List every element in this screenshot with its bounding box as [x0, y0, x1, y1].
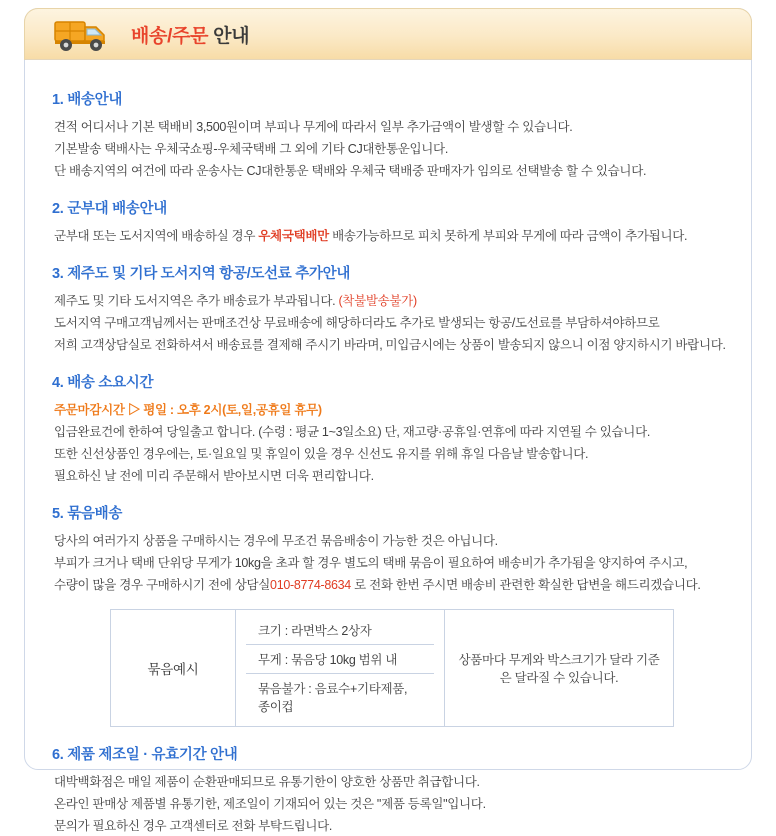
- delivery-truck-icon: [53, 14, 115, 54]
- section-line: 견적 어디서나 기본 택배비 3,500원이며 부피나 무게에 따라서 일부 추가금액이 발생할 수 있습니다.: [54, 120, 573, 134]
- section-line: 또한 신선상품인 경우에는, 토·일요일 및 휴일이 있을 경우 신선도 유지를 위해 휴일 다음날 발송합니다.: [54, 447, 589, 461]
- section-title: 6. 제품 제조일 · 유효기간 안내: [52, 747, 238, 763]
- section-title: 3. 제주도 및 기타 도서지역 항공/도선료 추가안내: [52, 266, 351, 282]
- example-items-cell: [236, 610, 445, 727]
- bundle-line-suffix: 로 전화 한번 주시면 배송비 관련한 확실한 답변을 해드리겠습니다.: [350, 578, 701, 592]
- page-title-red: 배송/주문: [131, 25, 209, 47]
- example-label-cell: 묶음예시: [111, 610, 236, 727]
- jeju-line-prefix: 제주도 및 기타 도서지역은 추가 배송료가 부과됩니다.: [54, 294, 339, 308]
- military-line-prefix: 군부대 또는 도서지역에 배송하실 경우: [54, 229, 259, 243]
- section-line: 문의가 필요하신 경우 고객센터로 전화 부탁드립니다.: [54, 819, 333, 833]
- section-manufacture-date: [50, 743, 726, 836]
- section-title: 5. 묶음배송: [52, 506, 123, 522]
- section-bundle-delivery: [50, 502, 726, 727]
- order-cutoff-notice: 주문마감시간 ▷ 평일 : 오후 2시(토,일,공휴일 휴무): [54, 403, 322, 417]
- contact-phone-number: 010-8774-8634: [270, 578, 351, 592]
- military-line-highlight: 우체국택배만: [258, 229, 329, 243]
- section-line: 온라인 판매상 제품별 유통기한, 제조일이 기재되어 있는 것은 "제품 등록일"입니다.: [54, 797, 486, 811]
- section-line: [54, 227, 726, 246]
- section-line: [54, 292, 726, 311]
- section-line: 기본발송 택배사는 우체국쇼핑-우체국택배 그 외에 기타 CJ대한통운입니다.: [54, 142, 449, 156]
- section-line: 부피가 크거나 택배 단위당 무게가 10kg을 초과 할 경우 별도의 택배 묶음이 필요하여 배송비가 추가됨을 양지하여 주시고,: [54, 556, 688, 570]
- page-title-dark: 안내: [208, 25, 250, 47]
- section-line: 도서지역 구매고객님께서는 판매조건상 무료배송에 해당하더라도 추가로 발생되는 항공/도선료를 부담하셔야하므로: [54, 316, 660, 330]
- page-header: [24, 8, 752, 60]
- page-title: [131, 21, 249, 48]
- section-line: 저희 고객상담실로 전화하셔서 배송료를 결제해 주시기 바라며, 미입금시에는 상품이 발송되지 않으니 이점 양지하시기 바랍니다.: [54, 338, 726, 352]
- bundle-example-table-wrap: [110, 609, 726, 727]
- section-line: 단 배송지역의 여건에 따라 운송사는 CJ대한통운 택배와 우체국 택배중 판매자가 임의로 선택발송 할 수 있습니다.: [54, 164, 647, 178]
- section-title: 1. 배송안내: [52, 92, 123, 108]
- section-line: 입금완료건에 한하여 당일출고 합니다. (수령 : 평균 1~3일소요) 단, 재고량·공휴일·연휴에 따라 지연될 수 있습니다.: [54, 425, 651, 439]
- bundle-example-table: [110, 609, 674, 727]
- table-row: [111, 610, 674, 727]
- section-line: 당사의 여러가지 상품을 구매하시는 경우에 무조건 묶음배송이 가능한 것은 아닙니다.: [54, 534, 498, 548]
- military-line-suffix: 배송가능하므로 피치 못하게 부피와 무게에 따라 금액이 추가됩니다.: [328, 229, 688, 243]
- section-line: 필요하신 날 전에 미리 주문해서 받아보시면 더욱 편리합니다.: [54, 469, 374, 483]
- example-item: 크기 : 라면박스 2상자: [258, 624, 372, 638]
- section-military-delivery: [50, 197, 726, 246]
- section-delivery-info: [50, 88, 726, 181]
- section-title: 4. 배송 소요시간: [52, 375, 154, 391]
- section-title: 2. 군부대 배송안내: [52, 201, 167, 217]
- example-item: 묶음불가 : 음료수+기타제품, 종이컵: [246, 673, 434, 720]
- section-jeju-island-fee: [50, 262, 726, 355]
- example-note-cell: 상품마다 무게와 박스크기가 달라 기준은 달라질 수 있습니다.: [445, 610, 674, 727]
- example-item: 무게 : 묶음당 10kg 범위 내: [246, 644, 434, 673]
- bundle-line-prefix: 수량이 많을 경우 구매하시기 전에 상담실: [54, 578, 271, 592]
- jeju-line-highlight: (착불발송불가): [338, 294, 417, 308]
- bundle-contact-line: [54, 576, 726, 595]
- section-delivery-time: [50, 371, 726, 486]
- guide-body: [24, 60, 752, 833]
- section-line: 대박백화점은 매일 제품이 순환판매되므로 유통기한이 양호한 상품만 취급합니다.: [54, 775, 480, 789]
